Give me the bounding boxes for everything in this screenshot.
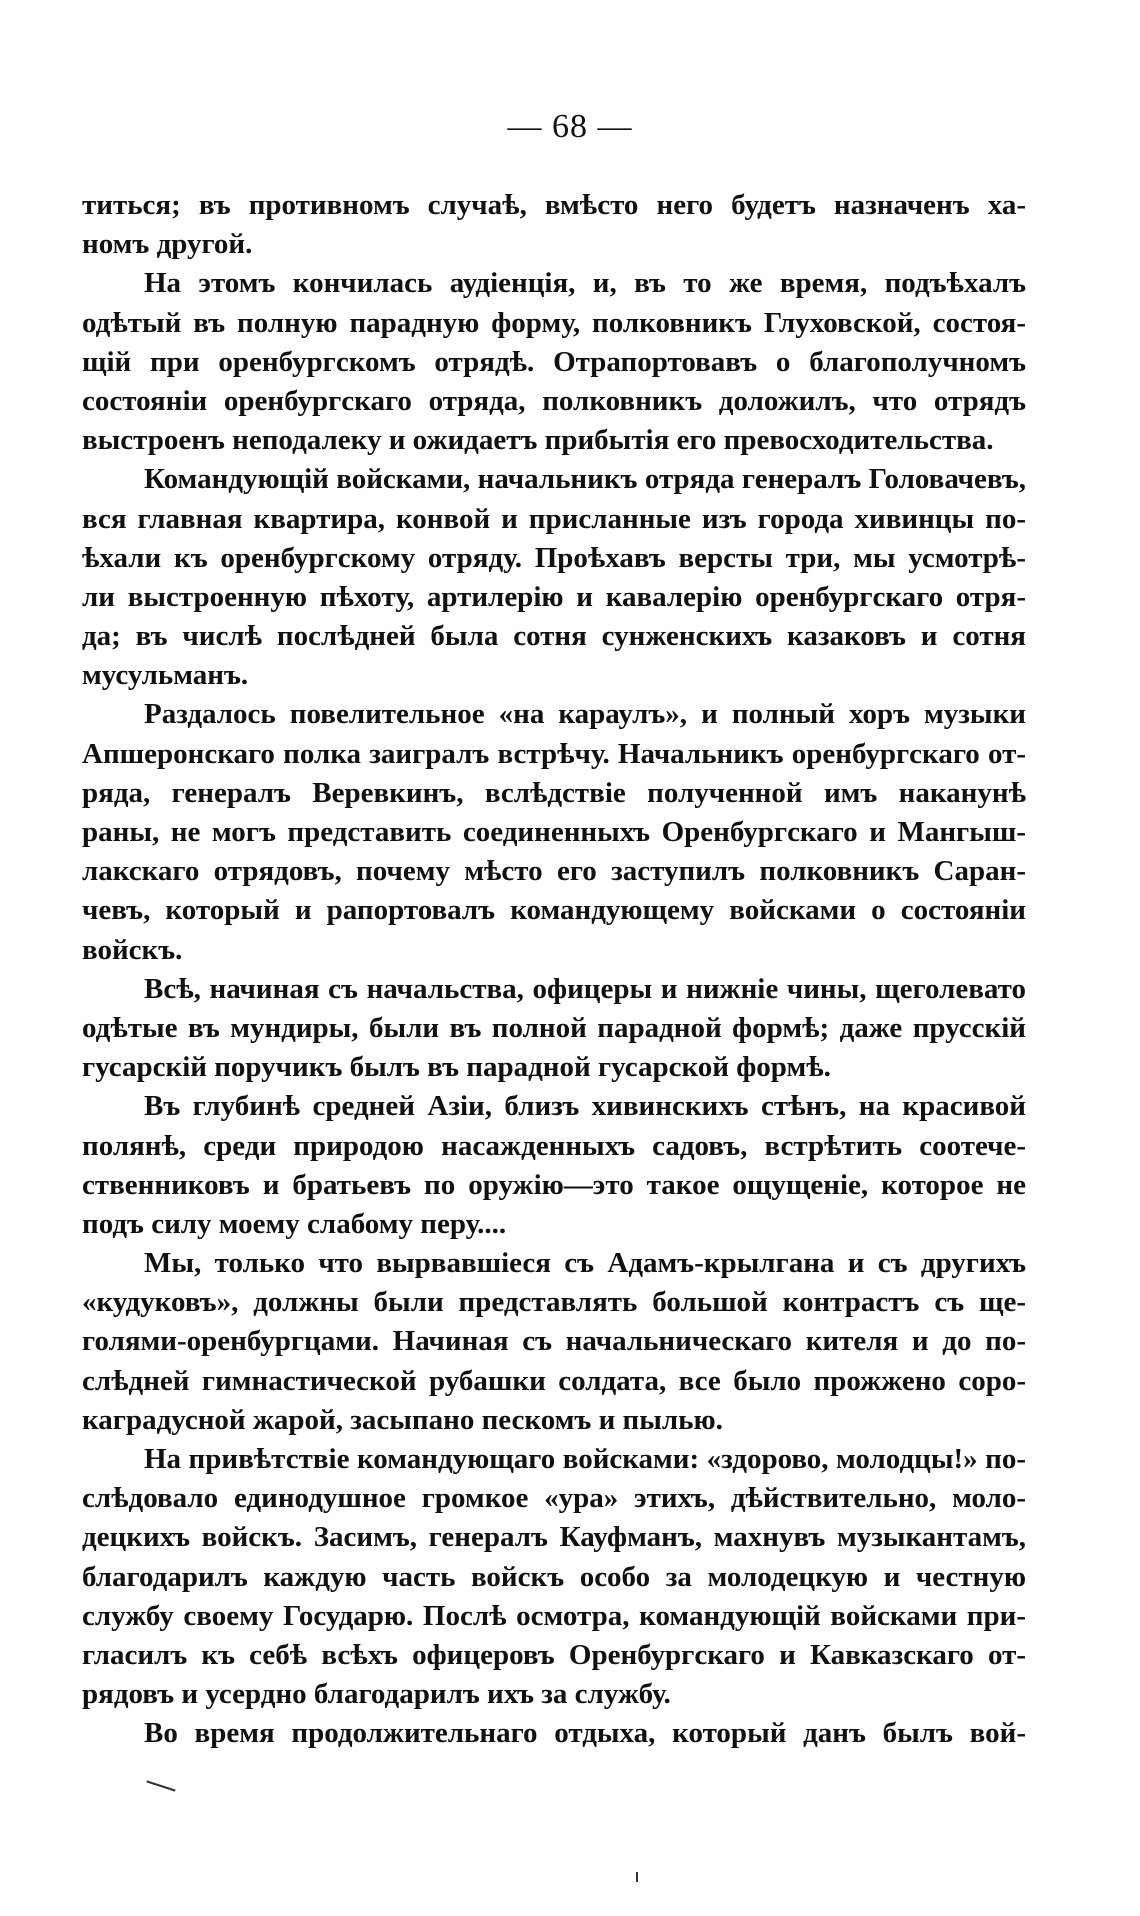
text-line: Всѣ, начиная съ начальства, офицеры и нижніе чины, щеголевато	[144, 972, 1026, 1005]
text-line: ственниковъ и братьевъ по оружію—это такое ощущеніе, которое не	[82, 1168, 1026, 1201]
text-line: вся главная квартира, конвой и присланные изъ города хивинцы по-	[82, 502, 1026, 535]
text-line: Раздалось повелительное «на караулъ», и полный хоръ музыки	[144, 698, 1026, 731]
print-speck	[636, 1872, 638, 1882]
text-line: войскъ.	[82, 933, 183, 966]
text-line: Апшеронскаго полка заигралъ встрѣчу. Начальникъ оренбургскаго от-	[82, 737, 1026, 770]
print-speck	[146, 1780, 175, 1791]
text-line: одѣтые въ мундиры, были въ полной парадной формѣ; даже прусскій	[82, 1011, 1026, 1044]
text-line: Командующій войсками, начальникъ отряда генералъ Головачевъ,	[144, 463, 1026, 496]
text-line: ряда, генералъ Веревкинъ, вслѣдствіе полученной имъ наканунѣ	[82, 776, 1026, 809]
text-line: чевъ, который и рапортовалъ командующему войсками о состояніи	[82, 894, 1026, 927]
text-line: раны, не могъ представить соединенныхъ Оренбургскаго и Мангыш-	[82, 816, 1026, 848]
text-line: мусульманъ.	[82, 659, 249, 692]
text-line: каградусной жарой, засыпано пескомъ и пылью.	[82, 1403, 723, 1436]
text-line: гусарскій поручикъ былъ въ парадной гусарской формѣ.	[82, 1051, 831, 1084]
text-line: На привѣтствіе командующаго войсками: «здорово, молодцы!» по-	[144, 1443, 1026, 1475]
text-line: состояніи оренбургскаго отряда, полковникъ доложилъ, что отрядъ	[82, 384, 1026, 417]
text-line: титься; въ противномъ случаѣ, вмѣсто него будетъ назначенъ ха-	[82, 189, 1026, 221]
text-line: рядовъ и усердно благодарилъ ихъ за службу.	[82, 1678, 671, 1711]
text-line: голями-оренбургцами. Начиная съ начальническаго кителя и до по-	[82, 1325, 1026, 1358]
text-line: благодарилъ каждую часть войскъ особо за молодецкую и честную	[82, 1560, 1026, 1593]
text-line: щій при оренбургскомъ отрядѣ. Отрапортовавъ о благополучномъ	[82, 345, 1026, 378]
text-line: гласилъ къ себѣ всѣхъ офицеровъ Оренбургскаго и Кавказскаго от-	[82, 1638, 1026, 1671]
text-line: подъ силу моему слабому перу....	[82, 1207, 507, 1240]
page-number: — 68 —	[507, 108, 633, 145]
text-line: Въ глубинѣ средней Азіи, близъ хивинскихъ стѣнъ, на красивой	[144, 1090, 1026, 1123]
text-line: службу своему Государю. Послѣ осмотра, командующій войсками при-	[82, 1599, 1026, 1632]
text-line: слѣдней гимнастической рубашки солдата, все было прожжено соро-	[82, 1364, 1026, 1397]
text-line: децкихъ войскъ. Засимъ, генералъ Кауфманъ, махнувъ музыкантамъ,	[82, 1521, 1026, 1554]
text-line: На этомъ кончилась аудіенція, и, въ то же время, подъѣхалъ	[144, 267, 1026, 300]
text-line: одѣтый въ полную парадную форму, полковникъ Глуховской, состоя-	[82, 306, 1026, 339]
text-line: Мы, только что вырвавшіеся съ Адамъ-крылгана и съ другихъ	[144, 1247, 1026, 1280]
text-line: ли выстроенную пѣхоту, артилерію и кавалерію оренбургскаго отря-	[82, 580, 1026, 613]
text-line: полянѣ, среди природою насажденныхъ садовъ, встрѣтить соотече-	[82, 1129, 1026, 1162]
text-line: слѣдовало единодушное громкое «ура» этихъ, дѣйствительно, моло-	[82, 1482, 1026, 1515]
text-line: «кудуковъ», должны были представлять большой контрастъ съ ще-	[82, 1286, 1026, 1319]
text-line: номъ другой.	[82, 228, 253, 261]
text-line: лакскаго отрядовъ, почему мѣсто его заступилъ полковникъ Саран-	[82, 855, 1026, 888]
text-line: Во время продолжительнаго отдыха, который данъ былъ вой-	[144, 1717, 1026, 1750]
text-line: выстроенъ неподалеку и ожидаетъ прибытія его превосходительства.	[82, 424, 994, 457]
text-line: да; въ числѣ послѣдней была сотня сунженскихъ казаковъ и сотня	[82, 620, 1026, 653]
body-text	[82, 186, 1026, 1754]
text-line: ѣхали къ оренбургскому отряду. Проѣхавъ версты три, мы усмотрѣ-	[82, 541, 1026, 574]
